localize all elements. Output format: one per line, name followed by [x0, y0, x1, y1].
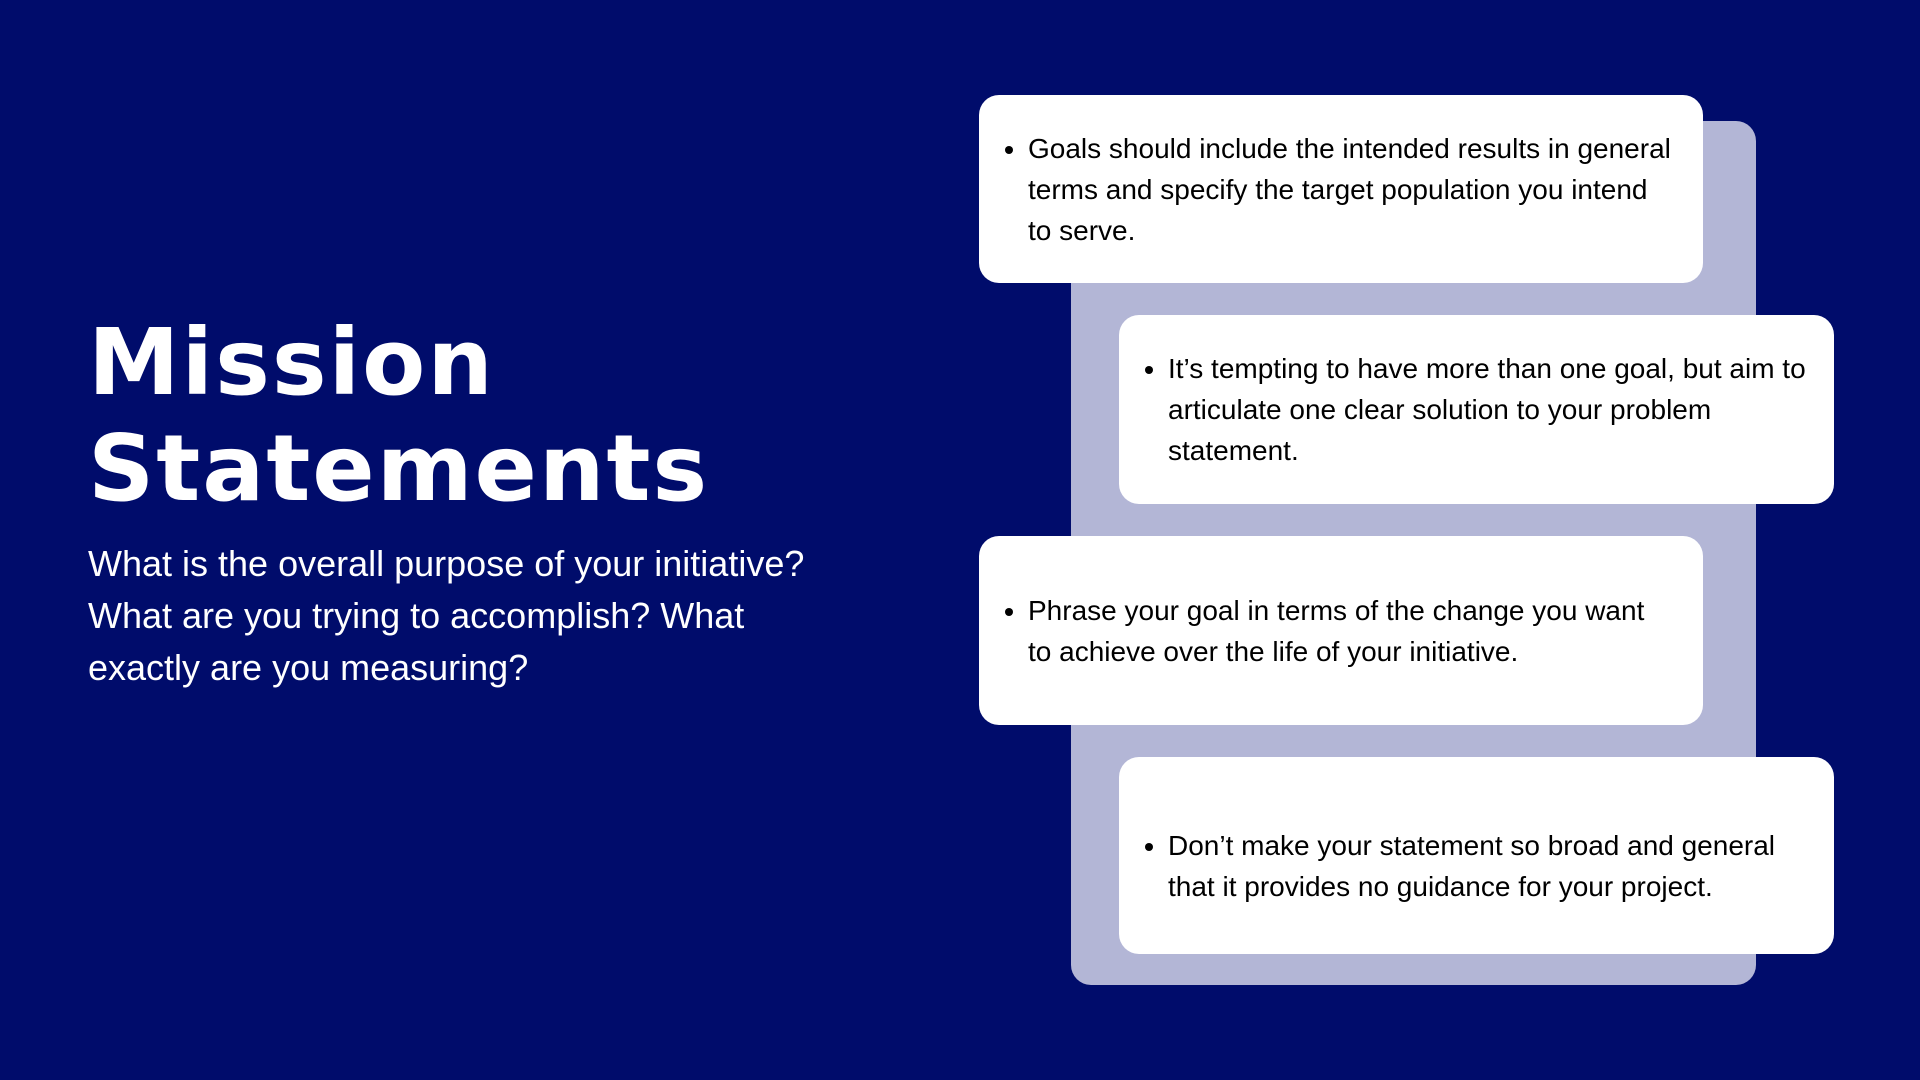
tip-text: • Goals should include the intended results in general terms and specify the target population you intend to serve. — [1028, 128, 1673, 251]
tip-card — [979, 536, 1703, 725]
tip-text: • It’s tempting to have more than one goal, but aim to articulate one clear solution to your problem statement. — [1168, 348, 1814, 471]
tip-card — [979, 95, 1703, 283]
tip-text: • Don’t make your statement so broad and general that it provides no guidance for your project. — [1168, 825, 1814, 907]
slide-title: Mission Statements — [88, 309, 710, 522]
tip-list — [1119, 348, 1814, 471]
tip-list — [979, 590, 1673, 672]
tip-card — [1119, 315, 1834, 504]
tip-text: • Phrase your goal in terms of the change you want to achieve over the life of your initiative. — [1028, 590, 1673, 672]
tip-list — [979, 128, 1673, 251]
tip-list — [1119, 825, 1814, 907]
tip-card — [1119, 757, 1834, 954]
slide-subtitle: What is the overall purpose of your initiative? What are you trying to accomplish? What exactly are you measuring? — [88, 543, 805, 688]
